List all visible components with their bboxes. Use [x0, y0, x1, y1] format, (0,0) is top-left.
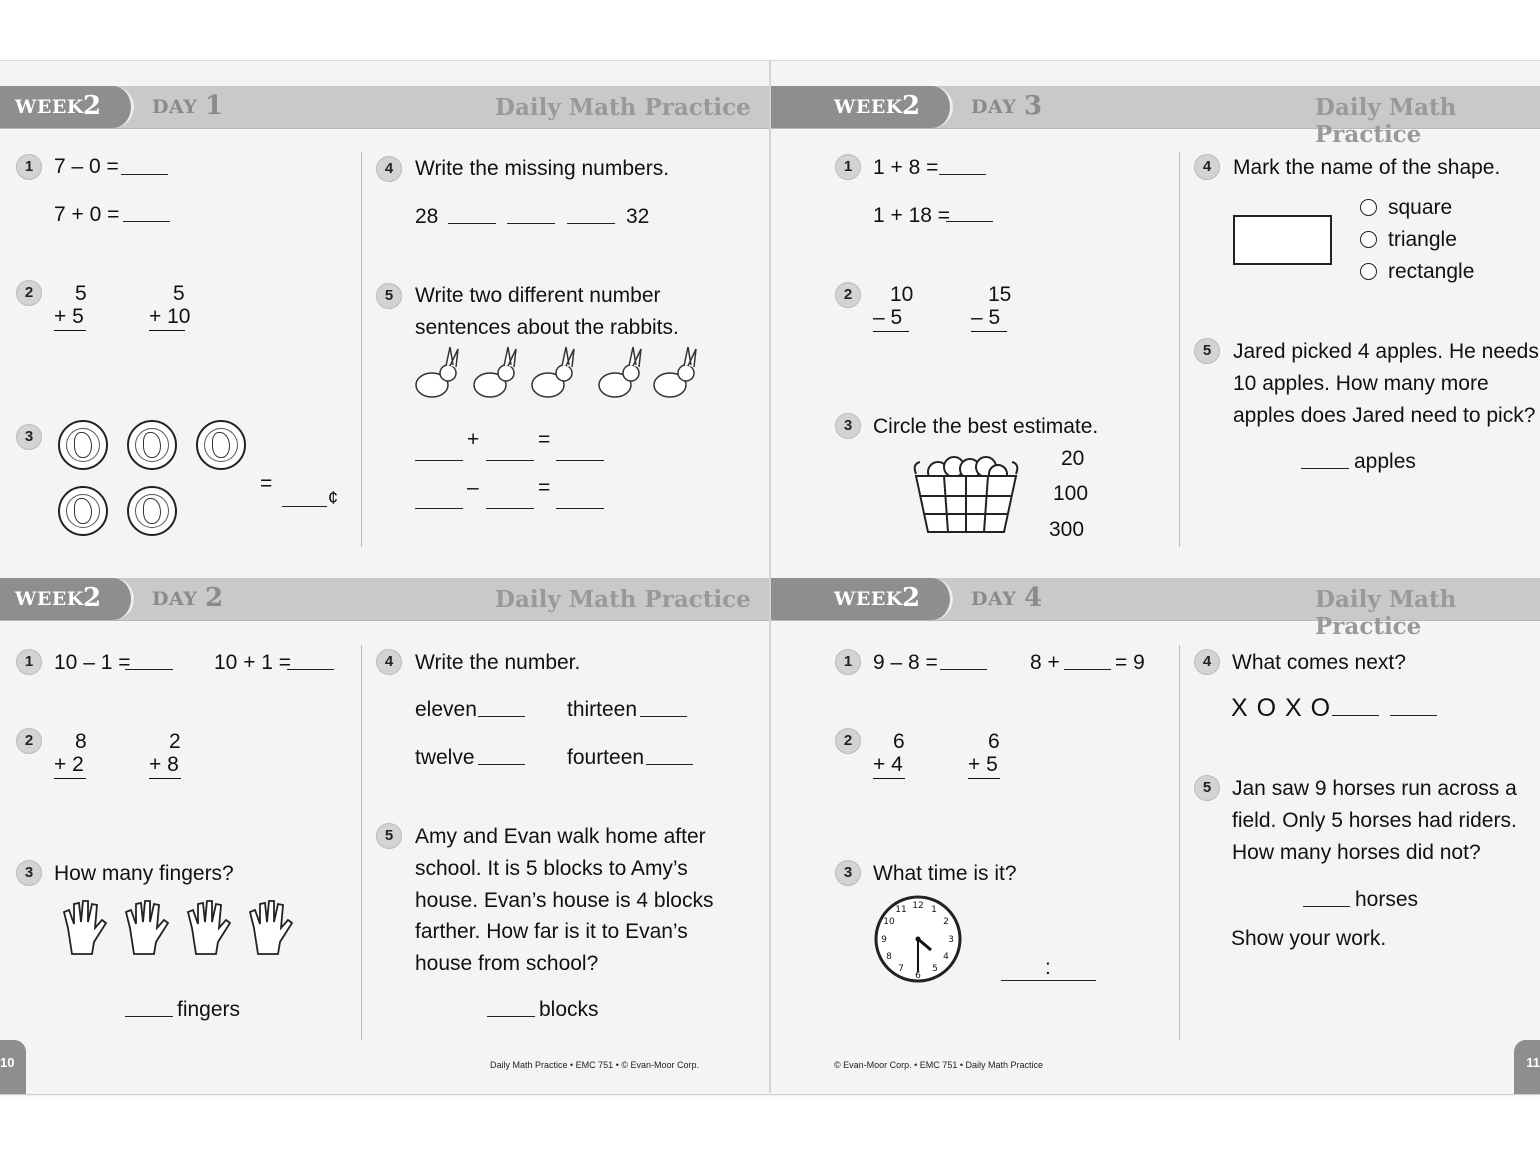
- question-prompt: Amy and Evan walk home after: [415, 825, 706, 848]
- equation: 7 + 0 =: [54, 203, 120, 226]
- sum-line: [54, 330, 86, 331]
- rabbit-icon: [474, 347, 516, 397]
- question-prompt: Jan saw 9 horses run across a: [1232, 777, 1517, 800]
- work-instruction: Show your work.: [1231, 927, 1387, 950]
- answer-blank[interactable]: [1303, 906, 1350, 907]
- question-prompt: Write the number.: [415, 651, 581, 674]
- question-number: 1: [16, 154, 42, 180]
- question-prompt: house from school?: [415, 952, 599, 975]
- addend-bottom: + 5: [54, 305, 84, 328]
- radio-triangle[interactable]: [1360, 231, 1377, 248]
- hands-illustration: [62, 898, 298, 956]
- question-number: 1: [835, 154, 861, 180]
- estimate-choice[interactable]: 100: [1053, 482, 1089, 505]
- day1-header: WEEK 2 DAY 1 Daily Math Practice: [0, 86, 769, 129]
- column-divider: [361, 645, 362, 1040]
- answer-blank[interactable]: [478, 716, 525, 717]
- question-prompt: Mark the name of the shape.: [1233, 156, 1501, 179]
- rabbit-icon: [654, 347, 696, 397]
- svg-text:4: 4: [943, 952, 949, 962]
- svg-text:11: 11: [895, 905, 907, 915]
- question-prompt: Jared picked 4 apples. He needs: [1233, 340, 1539, 363]
- clock-icon: [873, 894, 963, 984]
- addend-top: 5: [75, 282, 87, 305]
- unit-label: fingers: [177, 998, 241, 1021]
- answer-blank[interactable]: [486, 460, 534, 461]
- answer-blank[interactable]: [415, 460, 463, 461]
- svg-text:6: 6: [915, 971, 921, 981]
- equals-sign: =: [260, 472, 273, 495]
- column-divider: [361, 152, 362, 547]
- estimate-choice[interactable]: 20: [1061, 447, 1085, 470]
- question-prompt: Write two different number: [415, 284, 661, 307]
- question-number: 2: [16, 280, 42, 306]
- option-label: rectangle: [1388, 260, 1475, 283]
- minus-sign: –: [467, 476, 479, 499]
- number-word: eleven: [415, 698, 477, 721]
- rabbits-illustration: [412, 345, 712, 405]
- addend-bottom: + 2: [54, 753, 84, 776]
- answer-blank[interactable]: [282, 506, 327, 507]
- question-prompt: What time is it?: [873, 862, 1017, 885]
- time-colon: :: [1045, 956, 1051, 979]
- equation: 1 + 8 =: [873, 156, 939, 179]
- week-tab: WEEK 2: [0, 578, 134, 620]
- question-prompt: farther. How far is it to Evan’s: [415, 920, 688, 943]
- svg-text:9: 9: [881, 935, 887, 945]
- series-title: Daily Math Practice: [1315, 586, 1457, 640]
- answer-blank[interactable]: [478, 764, 525, 765]
- plus-sign: +: [467, 428, 480, 451]
- week-tab: WEEK 2: [771, 578, 953, 620]
- question-prompt: apples does Jared need to pick?: [1233, 404, 1536, 427]
- equals-sign: =: [538, 476, 551, 499]
- svg-text:2: 2: [943, 917, 949, 927]
- number-word: fourteen: [567, 746, 645, 769]
- apple-basket-icon: [908, 452, 1024, 538]
- addend-top: 8: [75, 730, 87, 753]
- addend-bottom: + 10: [149, 305, 191, 328]
- page-number: 10: [0, 1055, 15, 1070]
- answer-blank[interactable]: [640, 716, 687, 717]
- answer-blank[interactable]: [123, 221, 170, 222]
- hand-icon: [250, 901, 292, 954]
- answer-blank[interactable]: [415, 508, 463, 509]
- day2-header: WEEK 2 DAY 2 Daily Math Practice: [0, 578, 769, 621]
- estimate-choice[interactable]: 300: [1049, 518, 1085, 541]
- question-prompt: sentences about the rabbits.: [415, 316, 679, 339]
- rabbit-icon: [532, 347, 574, 397]
- answer-blank[interactable]: [1390, 715, 1437, 716]
- answer-blank[interactable]: [646, 764, 693, 765]
- difference-line: [971, 331, 1007, 332]
- equation: 10 + 1 =: [214, 651, 292, 674]
- question-prompt: How many fingers?: [54, 862, 234, 885]
- minuend: 15: [988, 283, 1012, 306]
- question-prompt: Circle the best estimate.: [873, 415, 1099, 438]
- page-number-tab: [1514, 1040, 1540, 1094]
- answer-blank[interactable]: [486, 508, 534, 509]
- question-number: 3: [16, 424, 42, 450]
- question-number: 4: [376, 156, 402, 182]
- question-number: 3: [16, 860, 42, 886]
- number-word: twelve: [415, 746, 475, 769]
- answer-blank[interactable]: [939, 174, 986, 175]
- option-label: square: [1388, 196, 1453, 219]
- question-prompt: 10 apples. How many more: [1233, 372, 1489, 395]
- rabbit-icon: [416, 347, 458, 397]
- question-number: 1: [835, 649, 861, 675]
- svg-text:1: 1: [931, 905, 937, 915]
- svg-text:5: 5: [932, 964, 938, 974]
- question-number: 3: [835, 413, 861, 439]
- dime-coin-icon: [127, 420, 177, 470]
- difference-line: [873, 331, 909, 332]
- footer-credit: © Evan-Moor Corp. • EMC 751 • Daily Math Practice: [834, 1060, 1043, 1070]
- addend-bottom: + 5: [968, 753, 998, 776]
- series-title: Daily Math Practice: [495, 94, 751, 121]
- unit-label: horses: [1355, 888, 1419, 911]
- sequence-start: 28: [415, 205, 439, 228]
- week-tab: WEEK 2: [0, 86, 134, 128]
- rectangle-shape: [1233, 215, 1332, 265]
- series-title: Daily Math Practice: [495, 586, 751, 613]
- answer-blank[interactable]: [1332, 715, 1379, 716]
- column-divider: [1179, 152, 1180, 547]
- cents-sign: ¢: [328, 488, 339, 508]
- question-number: 2: [835, 728, 861, 754]
- dime-coin-icon: [58, 486, 108, 536]
- subtrahend: – 5: [873, 306, 903, 329]
- equals-sign: =: [538, 428, 551, 451]
- unit-label: apples: [1354, 450, 1416, 473]
- svg-text:7: 7: [898, 964, 904, 974]
- equation: 10 – 1 =: [54, 651, 131, 674]
- question-prompt: What comes next?: [1232, 651, 1406, 674]
- dime-coin-icon: [127, 486, 177, 536]
- answer-blank[interactable]: [940, 669, 987, 670]
- question-number: 5: [1194, 775, 1220, 801]
- question-prompt: field. Only 5 horses had riders.: [1232, 809, 1517, 832]
- question-prompt: Write the missing numbers.: [415, 157, 670, 180]
- book-spine: [769, 60, 771, 1093]
- question-number: 5: [376, 823, 402, 849]
- answer-blank[interactable]: [287, 669, 334, 670]
- addend-top: 5: [173, 282, 185, 305]
- addend-top: 6: [893, 730, 905, 753]
- radio-square[interactable]: [1360, 199, 1377, 216]
- equation: 1 + 18 =: [873, 204, 951, 227]
- svg-text:12: 12: [912, 901, 924, 911]
- addend-bottom: + 8: [149, 753, 179, 776]
- sum-line: [873, 778, 905, 779]
- answer-blank[interactable]: [1064, 669, 1111, 670]
- series-title: Daily Math Practice: [1315, 94, 1457, 148]
- answer-blank[interactable]: [1001, 980, 1096, 981]
- subtrahend: – 5: [971, 306, 1001, 329]
- option-label: triangle: [1388, 228, 1457, 251]
- sequence-end: 32: [626, 205, 650, 228]
- column-divider: [1179, 645, 1180, 1040]
- minuend: 10: [890, 283, 914, 306]
- addend-top: 6: [988, 730, 1000, 753]
- sum-line: [968, 778, 1000, 779]
- page-number-tab: [0, 1040, 26, 1094]
- answer-blank[interactable]: [487, 1016, 535, 1017]
- answer-blank[interactable]: [1301, 468, 1349, 469]
- hand-icon: [64, 901, 106, 954]
- number-word: thirteen: [567, 698, 638, 721]
- answer-blank[interactable]: [125, 669, 173, 670]
- day4-header: WEEK 2 DAY 4 Daily Math Practice: [771, 578, 1540, 621]
- equation: 9 – 8 =: [873, 651, 938, 674]
- question-number: 5: [1194, 338, 1220, 364]
- question-number: 5: [376, 283, 402, 309]
- week-tab: WEEK 2: [771, 86, 953, 128]
- dime-coin-icon: [58, 420, 108, 470]
- question-number: 2: [835, 282, 861, 308]
- answer-blank[interactable]: [567, 223, 615, 224]
- question-number: 4: [376, 649, 402, 675]
- answer-blank[interactable]: [507, 223, 555, 224]
- hand-icon: [188, 901, 230, 954]
- unit-label: blocks: [539, 998, 599, 1021]
- svg-text:10: 10: [883, 917, 895, 927]
- svg-text:3: 3: [948, 935, 954, 945]
- radio-rectangle[interactable]: [1360, 263, 1377, 280]
- rabbit-icon: [599, 347, 641, 397]
- answer-blank[interactable]: [125, 1016, 173, 1017]
- question-prompt: school. It is 5 blocks to Amy’s: [415, 857, 688, 880]
- hand-icon: [126, 901, 168, 954]
- question-number: 4: [1194, 649, 1220, 675]
- footer-credit: Daily Math Practice • EMC 751 • © Evan-Moor Corp.: [490, 1060, 699, 1070]
- addend-top: 2: [169, 730, 181, 753]
- pattern-sequence: X O X O: [1231, 694, 1332, 722]
- page-number: 11: [1526, 1055, 1540, 1070]
- equation: = 9: [1115, 651, 1145, 674]
- answer-blank[interactable]: [556, 460, 604, 461]
- sum-line: [149, 778, 181, 779]
- question-number: 4: [1194, 154, 1220, 180]
- question-prompt: How many horses did not?: [1232, 841, 1481, 864]
- question-number: 2: [16, 728, 42, 754]
- equation: 8 +: [1030, 651, 1060, 674]
- sum-line: [149, 330, 185, 331]
- addend-bottom: + 4: [873, 753, 903, 776]
- answer-blank[interactable]: [946, 221, 993, 222]
- question-number: 1: [16, 649, 42, 675]
- question-number: 3: [835, 860, 861, 886]
- equation: 7 – 0 =: [54, 155, 119, 178]
- answer-blank[interactable]: [448, 223, 496, 224]
- day3-header: WEEK 2 DAY 3 Daily Math Practice: [771, 86, 1540, 129]
- svg-text:8: 8: [886, 952, 892, 962]
- question-prompt: house. Evan’s house is 4 blocks: [415, 889, 714, 912]
- sum-line: [54, 778, 86, 779]
- answer-blank[interactable]: [121, 174, 168, 175]
- answer-blank[interactable]: [556, 508, 604, 509]
- dime-coin-icon: [196, 420, 246, 470]
